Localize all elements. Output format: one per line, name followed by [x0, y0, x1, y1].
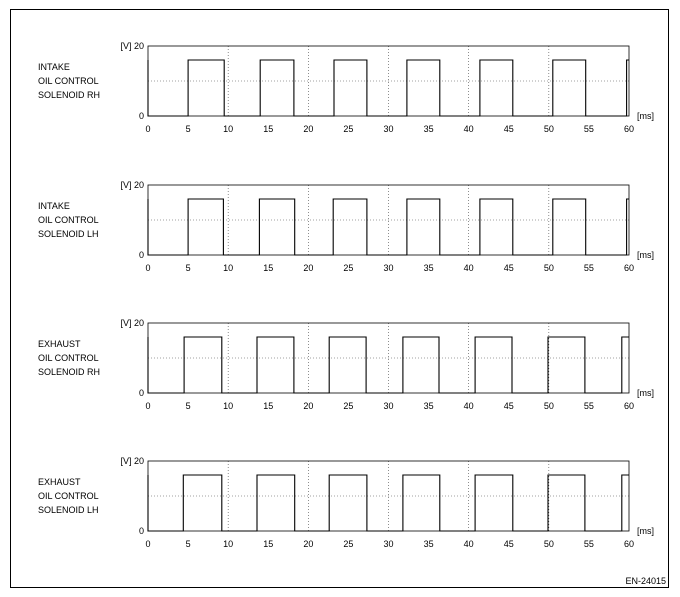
x-tick-label: 35 — [423, 401, 434, 411]
x-tick-label: 25 — [343, 124, 354, 134]
x-tick-label: 10 — [223, 539, 234, 549]
x-tick-label: 0 — [145, 124, 151, 134]
x-tick-label: 45 — [503, 124, 514, 134]
x-tick-label: 20 — [303, 263, 314, 273]
x-tick-label: 55 — [583, 539, 594, 549]
x-tick-label: 25 — [343, 263, 354, 273]
x-tick-label: 50 — [543, 263, 554, 273]
x-tick-label: 55 — [583, 124, 594, 134]
x-tick-label: 5 — [185, 539, 191, 549]
x-tick-label: 30 — [383, 539, 394, 549]
waveform-label: OIL CONTROL — [38, 491, 99, 501]
x-tick-label: 60 — [623, 263, 635, 273]
x-tick-label: 10 — [223, 124, 234, 134]
x-tick-label: 60 — [623, 124, 635, 134]
x-tick-label: 0 — [145, 539, 151, 549]
x-tick-label: 20 — [303, 124, 314, 134]
y-tick-label: 0 — [138, 111, 144, 121]
x-tick-label: 45 — [503, 263, 514, 273]
x-tick-label: 60 — [623, 539, 635, 549]
waveform-label: SOLENOID LH — [38, 505, 99, 515]
x-tick-label: 5 — [185, 124, 191, 134]
waveform-label: EXHAUST — [38, 339, 81, 349]
waveform-label: SOLENOID LH — [38, 229, 99, 239]
x-tick-label: 25 — [343, 539, 354, 549]
x-tick-label: 55 — [583, 401, 594, 411]
y-tick-label: [V] 20 — [120, 180, 144, 190]
chart-3 — [38, 318, 654, 411]
x-tick-label: 40 — [463, 539, 474, 549]
x-tick-label: 55 — [583, 263, 594, 273]
chart-2 — [38, 180, 654, 273]
x-tick-label: 0 — [145, 263, 151, 273]
x-tick-label: 30 — [383, 401, 394, 411]
x-tick-label: 40 — [463, 124, 474, 134]
x-tick-label: 45 — [503, 401, 514, 411]
waveform-label: OIL CONTROL — [38, 215, 99, 225]
x-unit-label: [ms] — [637, 111, 654, 121]
waveform-label: SOLENOID RH — [38, 90, 101, 100]
x-tick-label: 10 — [223, 263, 234, 273]
x-tick-label: 20 — [303, 539, 314, 549]
y-tick-label: 0 — [138, 388, 144, 398]
x-tick-label: 50 — [543, 124, 554, 134]
y-tick-label: [V] 20 — [120, 318, 144, 328]
x-tick-label: 60 — [623, 401, 635, 411]
x-unit-label: [ms] — [637, 526, 654, 536]
figure-code: EN-24015 — [625, 576, 666, 586]
x-tick-label: 50 — [543, 539, 554, 549]
x-tick-label: 0 — [145, 401, 151, 411]
waveform-label: OIL CONTROL — [38, 76, 99, 86]
x-tick-label: 15 — [263, 124, 274, 134]
x-tick-label: 45 — [503, 539, 514, 549]
x-tick-label: 40 — [463, 263, 474, 273]
x-tick-label: 35 — [423, 539, 434, 549]
x-tick-label: 5 — [185, 263, 191, 273]
x-unit-label: [ms] — [637, 388, 654, 398]
chart-1 — [38, 41, 654, 134]
x-tick-label: 30 — [383, 124, 394, 134]
x-tick-label: 10 — [223, 401, 234, 411]
y-tick-label: 0 — [138, 526, 144, 536]
y-tick-label: [V] 20 — [120, 41, 144, 51]
waveform-label: INTAKE — [38, 201, 70, 211]
x-tick-label: 15 — [263, 539, 274, 549]
x-tick-label: 25 — [343, 401, 354, 411]
x-tick-label: 15 — [263, 401, 274, 411]
x-tick-label: 20 — [303, 401, 314, 411]
x-tick-label: 50 — [543, 401, 554, 411]
waveform-label: OIL CONTROL — [38, 353, 99, 363]
x-tick-label: 35 — [423, 263, 434, 273]
waveform-label: INTAKE — [38, 62, 70, 72]
x-tick-label: 35 — [423, 124, 434, 134]
x-tick-label: 5 — [185, 401, 191, 411]
waveform-label: SOLENOID RH — [38, 367, 101, 377]
chart-4 — [38, 456, 654, 549]
x-tick-label: 40 — [463, 401, 474, 411]
y-tick-label: 0 — [138, 250, 144, 260]
x-tick-label: 15 — [263, 263, 274, 273]
x-tick-label: 30 — [383, 263, 394, 273]
waveform-label: EXHAUST — [38, 477, 81, 487]
y-tick-label: [V] 20 — [120, 456, 144, 466]
x-unit-label: [ms] — [637, 250, 654, 260]
